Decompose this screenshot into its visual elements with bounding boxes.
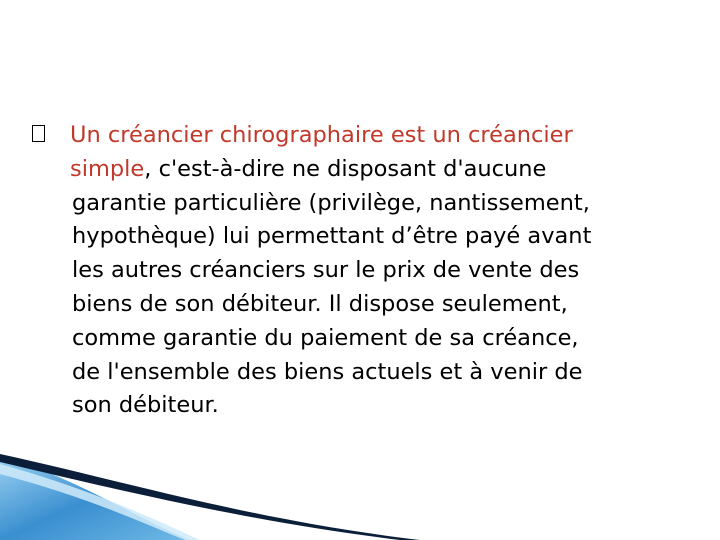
text-line-8: de l'ensemble des biens actuels et à venir de — [72, 358, 583, 385]
text-line-5: les autres créanciers sur le prix de vente des — [72, 257, 580, 284]
bullet-line-2 — [32, 153, 682, 187]
text-line-4: hypothèque) lui permettant d’être payé avant — [72, 223, 592, 250]
text-line-7: comme garantie du paiement de sa créance, — [72, 324, 579, 351]
bullet-marker-icon — [32, 118, 70, 152]
decorative-swoosh — [0, 440, 720, 540]
bullet-line-1 — [32, 118, 682, 153]
text-line-2: , c'est-à-dire ne disposant d'aucune — [144, 155, 547, 182]
bullet-paragraph — [32, 118, 682, 423]
text-line-9: son débiteur. — [72, 392, 219, 419]
text-line-6: biens de son débiteur. Il dispose seulement, — [72, 290, 568, 317]
text-line-3: garantie particulière (privilège, nantissement, — [72, 189, 590, 216]
highlight-text-2: simple — [70, 155, 145, 182]
highlight-text-1: Un créancier chirographaire est un créancier — [70, 122, 573, 148]
